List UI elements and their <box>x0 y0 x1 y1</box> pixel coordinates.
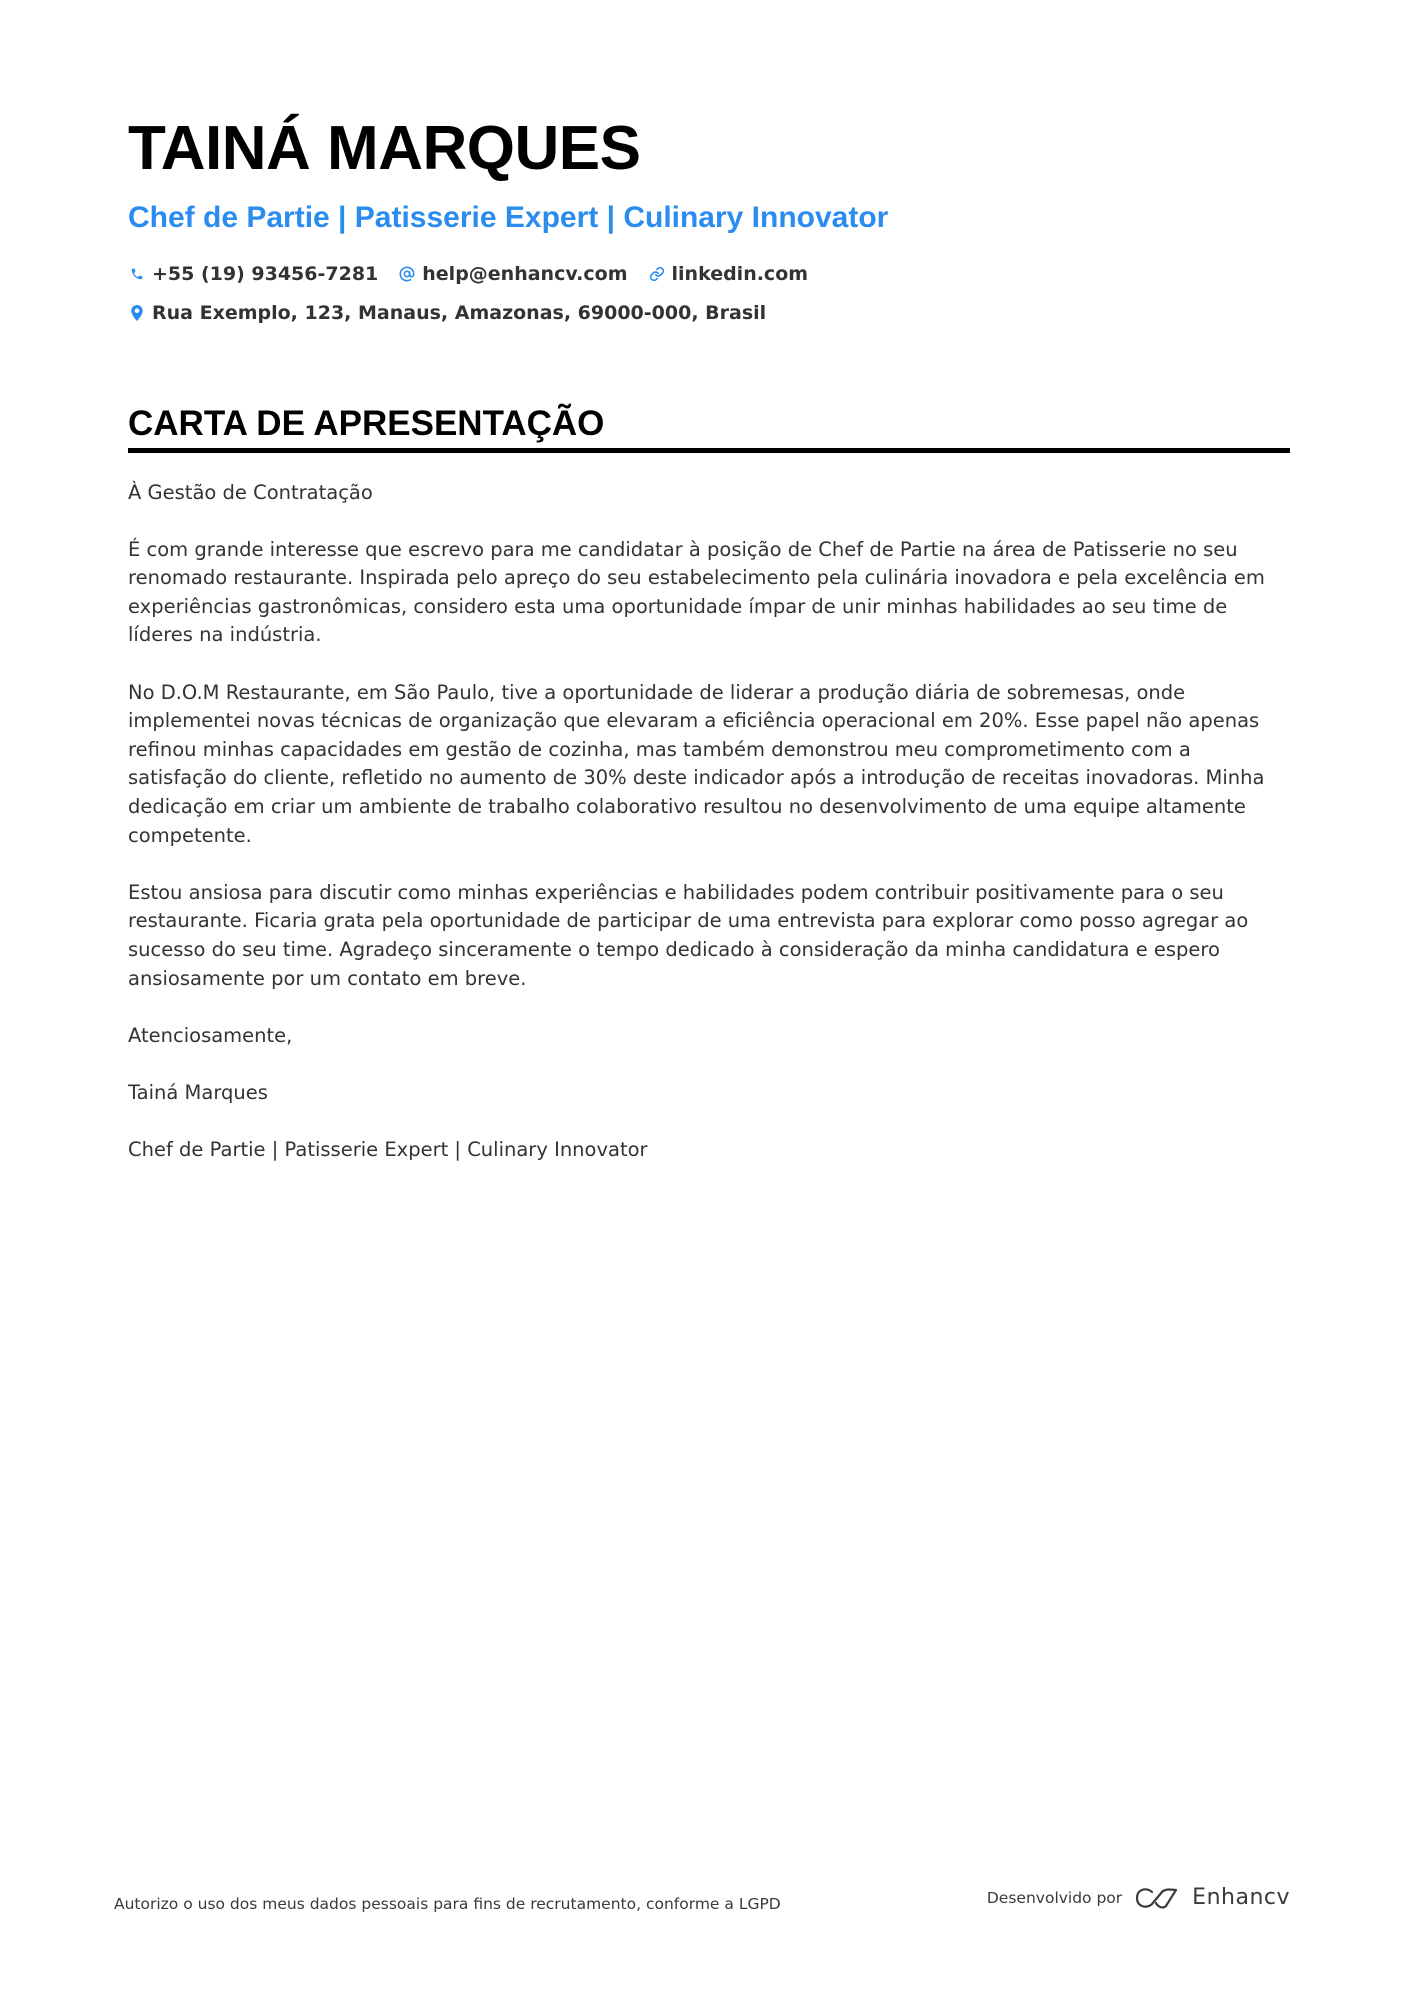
phone-text: +55 (19) 93456-7281 <box>152 263 379 285</box>
contact-row-2 <box>128 299 1290 327</box>
contact-phone <box>128 263 378 285</box>
signature-title: Chef de Partie | Patisserie Expert | Culinary Innovator <box>128 1138 648 1162</box>
location-pin-icon <box>128 304 146 322</box>
link-icon <box>648 265 666 283</box>
linkedin-text[interactable]: linkedin.com <box>671 263 809 285</box>
phone-icon <box>128 265 146 283</box>
at-icon <box>398 265 416 283</box>
powered-by[interactable] <box>987 1885 1290 1910</box>
letter-body <box>128 479 1290 1165</box>
letter-closing: Atenciosamente, <box>128 1023 293 1047</box>
contact-email[interactable] <box>398 263 627 285</box>
letter-paragraph: Estou ansiosa para discutir como minhas experiências e habilidades podem contribuir positivamente para o seu restaurante. Ficaria grata pela oportunidade de participar de uma entrevista para explorar como posso agregar ao sucesso do seu time. Agradeço sinceramente o tempo dedicado à consideração da minha candidatura e espero ansiosamente por um contato em breve. <box>128 880 1249 990</box>
candidate-name: TAINÁ MARQUES <box>128 114 641 183</box>
consent-footer: Autorizo o uso dos meus dados pessoais para fins de recrutamento, conforme a LGPD <box>114 1895 781 1913</box>
signature-name: Tainá Marques <box>128 1080 268 1104</box>
powered-by-label: Desenvolvido por <box>986 1888 1123 1907</box>
address-text: Rua Exemplo, 123, Manaus, Amazonas, 69000-000, Brasil <box>152 302 767 324</box>
email-text[interactable]: help@enhancv.com <box>422 263 628 285</box>
section-title: CARTA DE APRESENTAÇÃO <box>128 405 1290 453</box>
brand-name: Enhancv <box>1192 1885 1290 1910</box>
contact-info <box>128 260 1290 327</box>
candidate-headline: Chef de Partie | Patisserie Expert | Culinary Innovator <box>128 201 889 234</box>
contact-row-1 <box>128 260 1290 288</box>
letter-paragraph: É com grande interesse que escrevo para me candidatar à posição de Chef de Partie na área de Patisserie no seu renomado restaurante. Inspirada pelo apreço do seu estabelecimento pela culinária inovadora e pela excelência em experiências gastronômicas, considero esta uma oportunidade ímpar de unir minhas habilidades ao seu time de líderes na indústria. <box>128 537 1265 647</box>
contact-address <box>128 302 766 324</box>
cover-letter-page <box>128 100 1290 1193</box>
enhancv-logo-icon <box>1134 1886 1180 1910</box>
letter-paragraph: No D.O.M Restaurante, em São Paulo, tive a oportunidade de liderar a produção diária de sobremesas, onde implementei novas técnicas de organização que elevaram a eficiência operacional em 20%. Esse papel não apenas refinou minhas capacidades em gestão de cozinha, mas também demonstrou meu comprometimento com a satisfação do cliente, refletido no aumento de 30% deste indicador após a introdução de receitas inovadoras. Minha dedicação em criar um ambiente de trabalho colaborativo resultou no desenvolvimento de uma equipe altamente competente. <box>128 680 1265 847</box>
letter-greeting: À Gestão de Contratação <box>128 480 373 504</box>
contact-linkedin[interactable] <box>648 263 809 285</box>
